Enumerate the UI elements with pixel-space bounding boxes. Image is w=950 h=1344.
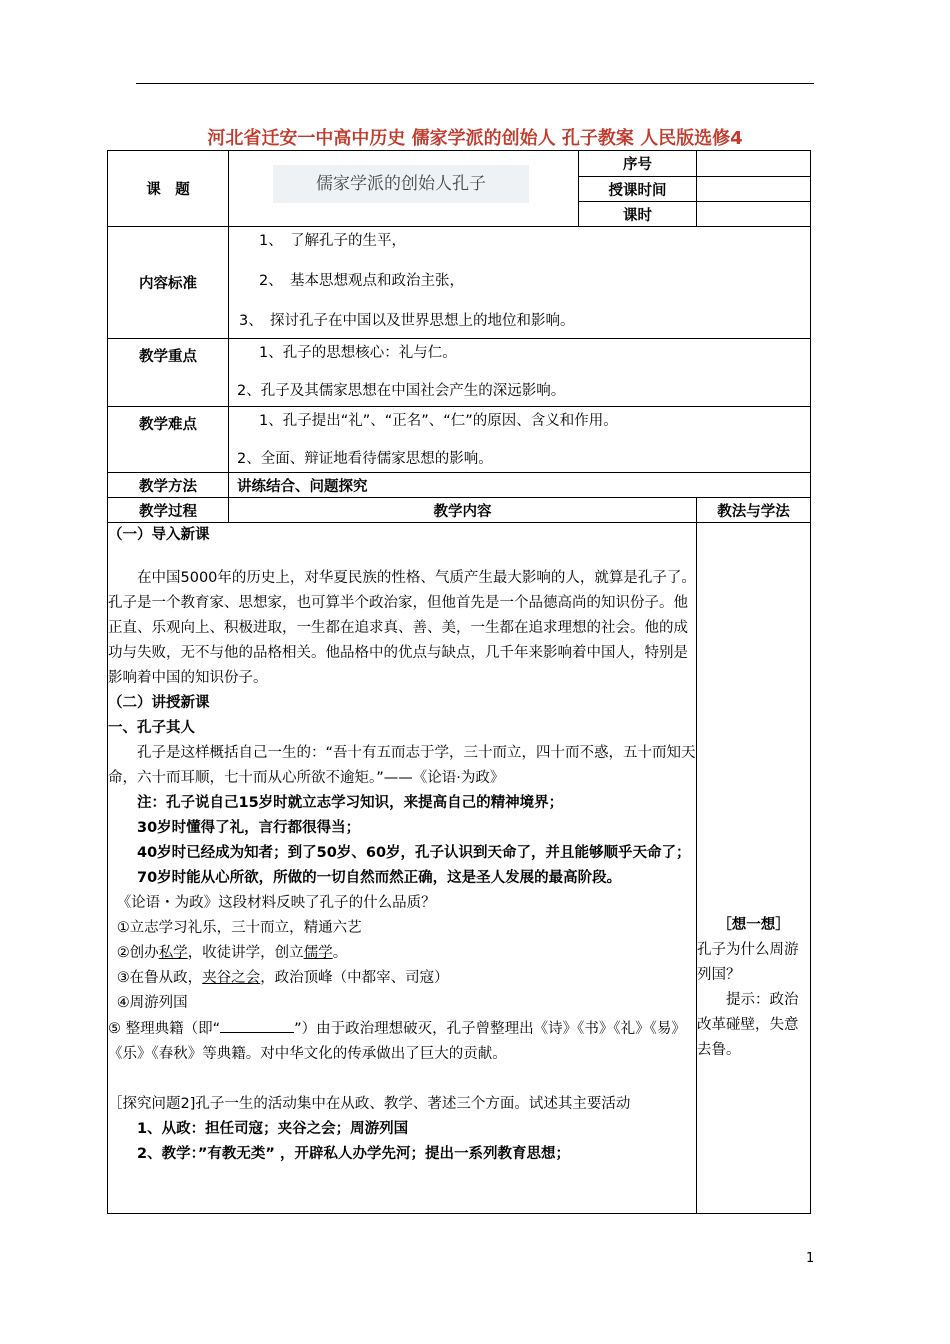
meta-value-period: [697, 202, 811, 227]
note-line: 70岁时能从心所欲，所做的一切自然而然正确，这是圣人发展的最高阶段。: [137, 870, 622, 886]
meta-label-period: 课时: [579, 202, 697, 227]
topic-cell: [229, 151, 579, 227]
list-item: ①立志学习礼乐，三十而立，精通六艺: [116, 920, 362, 936]
question-line: 《论语・为政》这段材料反映了孔子的什么品质？: [116, 895, 436, 911]
think-title: ［想一想］: [717, 917, 790, 933]
difficulty-item: 2、全面、辩证地看待儒家思想的影响。: [237, 451, 493, 467]
header-rule: [136, 83, 814, 84]
meta-value-number: [697, 151, 811, 177]
list-item: ②创办私学，收徒讲学，创立儒学。: [116, 945, 348, 961]
note-line: 注：孔子说自己15岁时就立志学习知识，来提高自己的精神境界；: [137, 795, 564, 811]
lesson-plan-table: [107, 150, 811, 1214]
intro-heading: （一）导入新课: [108, 527, 210, 543]
note-line: 30岁时懂得了礼，言行都很得当；: [137, 820, 361, 836]
list-item: ③在鲁从政，夹谷之会，政治顶峰（中都宰、司寇）: [116, 970, 449, 986]
explore-question: ［探究问题2]孔子一生的活动集中在从政、教学、著述三个方面。试述其主要活动: [108, 1096, 631, 1112]
meta-label-time: 授课时间: [579, 177, 697, 202]
analects-quote: 孔子是这样概括自己一生的：“吾十有五而志于学，三十而立，四十而不惑，五十而知天命，六十而耳顺，七十而从心所欲不逾矩。”——《论语·为政》: [108, 745, 696, 786]
section-heading: 一、孔子其人: [108, 720, 195, 736]
hint-text: 提示：政治改革碰壁，失意去鲁。: [697, 992, 799, 1058]
list-item: ⑤ 整理典籍（即“ ”）由于政治理想破灭，孔子曾整理出《诗》《书》《礼》《易》《乐》《春秋》等典籍。对中华文化的传承做出了巨大的贡献。: [108, 1016, 696, 1067]
process-label: 教学过程: [108, 498, 229, 523]
activity-item: 1、从政：担任司寇；夹谷之会；周游列国: [137, 1121, 409, 1137]
content-standard-item: 1、 了解孔子的生平，: [259, 233, 406, 249]
content-header: 教学内容: [229, 498, 697, 523]
difficulty-item: 1、孔子提出“礼”、“正名”、“仁”的原因、含义和作用。: [259, 413, 618, 429]
method-value: 讲练结合、问题探究: [229, 473, 811, 498]
note-line: 40岁时已经成为知者；到了50岁、60岁，孔子认识到天命了，并且能够顺乎天命了；: [137, 845, 691, 861]
key-points-label: 教学重点: [108, 339, 229, 407]
meta-label-number: 序号: [579, 151, 697, 177]
key-point-item: 1、孔子的思想核心：礼与仁。: [259, 345, 457, 361]
topic-label: 课 题: [108, 151, 229, 227]
content-standard-item: 3、 探讨孔子在中国以及世界思想上的地位和影响。: [239, 313, 575, 329]
list-item: ④周游列国: [116, 995, 188, 1011]
difficulties-label: 教学难点: [108, 407, 229, 473]
difficulties-cell: [229, 407, 811, 473]
content-standard-item: 2、 基本思想观点和政治主张，: [259, 273, 464, 289]
content-standard-cell: [229, 227, 811, 339]
key-points-cell: [229, 339, 811, 407]
intro-paragraph: 在中国5000年的历史上，对华夏民族的性格、气质产生最大影响的人，就算是孔子了。孔子是一个教育家、思想家，也可算半个政治家，但他首先是一个品德高尚的知识份子。他正直、乐观向上、积极进取，一生都在追求真、善、美，一生都在追求理想的社会。他的成功与失败，无不与他的品格相关。他品格中的优点与缺点，几千年来影响着中国人，特别是影响着中国的知识份子。: [108, 570, 696, 686]
new-lesson-heading: （二）讲授新课: [108, 695, 210, 711]
meta-value-time: [697, 177, 811, 202]
method-label: 教学方法: [108, 473, 229, 498]
topic-title: 儒家学派的创始人孔子: [273, 165, 529, 203]
content-standard-label: 内容标准: [108, 227, 229, 339]
activity-item: 2、教学：”有教无类” ，开辟私人办学先河；提出一系列教育思想；: [137, 1146, 570, 1162]
key-point-item: 2、孔子及其儒家思想在中国社会产生的深远影响。: [237, 383, 566, 399]
think-question: 孔子为什么周游列国？: [697, 942, 799, 983]
side-notes: [697, 523, 811, 1214]
teaching-content: [108, 523, 697, 1214]
fill-blank: [220, 1016, 294, 1033]
document-title: 河北省迁安一中高中历史 儒家学派的创始人 孔子教案 人民版选修4: [207, 128, 743, 149]
page-number: 1: [806, 1251, 815, 1266]
side-header: 教法与学法: [697, 498, 811, 523]
